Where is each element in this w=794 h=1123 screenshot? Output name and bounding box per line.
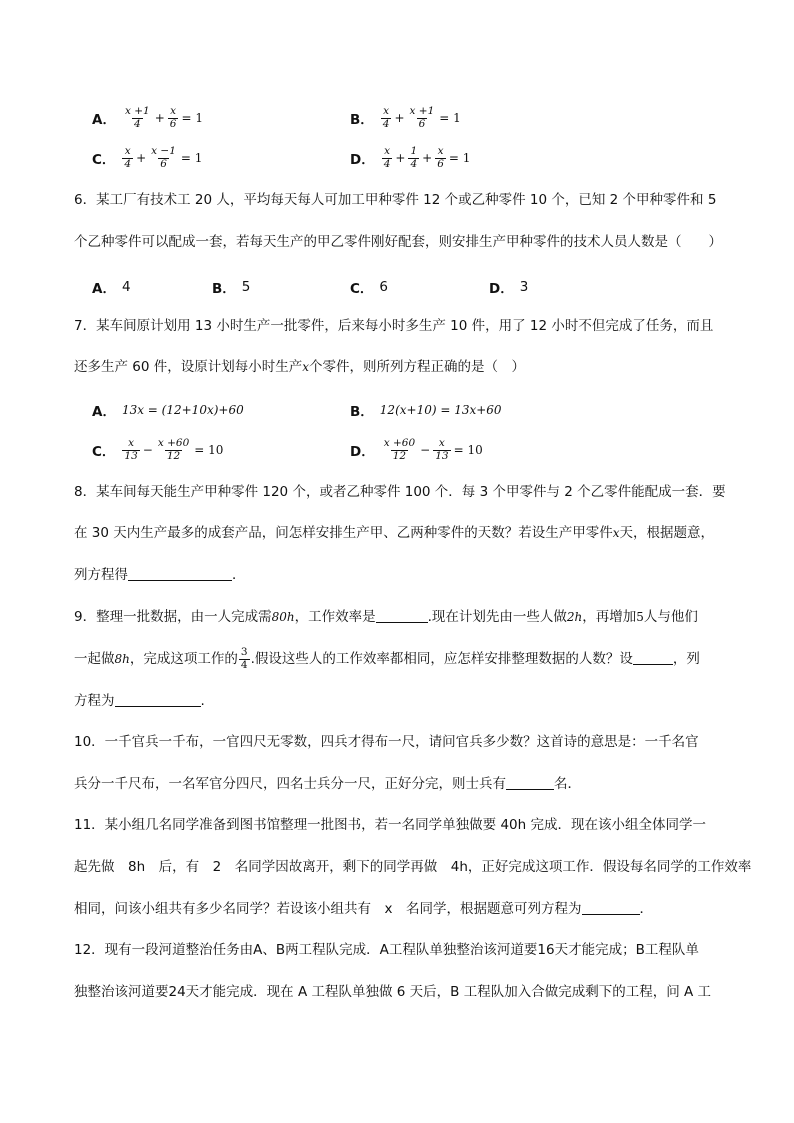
q8-line-3-end: ．	[232, 567, 246, 583]
option-text: 5	[241, 279, 251, 295]
q10-answer-blank[interactable]	[506, 777, 554, 790]
q12-line-1: 12．现有一段河道整治任务由A、B两工程队完成．A工程队单独整治该河道要16天才能完成；B工程队单	[74, 942, 699, 958]
q10-line-1: 10．一千官兵一千布，一官四尺无零数，四兵才得布一尺，请问官兵多少数？这首诗的意思是：一千名官	[74, 734, 699, 750]
option-label: B．	[350, 404, 374, 420]
q5-option-d[interactable]	[350, 146, 472, 170]
q10-text: 名．	[554, 776, 581, 792]
equation: 12(x+10) = 13x+60	[379, 403, 502, 417]
equation: x +60 12 − $\frac{x}{13}$ = 10	[383, 437, 483, 462]
q5-option-a[interactable]	[92, 106, 205, 130]
q9-text: .	[200, 693, 205, 709]
equation: x 4 + $\frac{1}{4}$ + $\frac{x}{6}$ = 1	[383, 145, 471, 170]
option-label: A．	[92, 404, 116, 420]
q9-text: 方程为	[74, 693, 115, 709]
q10-line-2	[74, 777, 734, 792]
q9-variable-blank[interactable]	[633, 652, 673, 665]
q11-line-2: 起先做 8h 后，有 2 名同学因故离开，剩下的同学再做 4h，正好完成这项工作．假设每名同学的工作效率	[74, 859, 752, 875]
q8-line-2-start: 在 30 天内生产最多的成套产品，问怎样安排生产甲、乙两种零件的天数？若设生产甲零件	[74, 525, 613, 541]
equation: x +1 4 + $\frac{x}{6}$ = 1	[124, 105, 203, 130]
option-label: D．	[350, 444, 375, 461]
option-label: D．	[489, 281, 514, 297]
fraction-numerator: 3	[240, 645, 248, 658]
q9-efficiency-blank[interactable]	[376, 610, 428, 623]
q9-equation-blank[interactable]	[115, 694, 201, 707]
q8-line-2-end: 天，根据题意，	[619, 525, 715, 541]
option-text: 6	[379, 279, 389, 295]
option-label: C．	[350, 281, 374, 297]
q12-line-2: 独整治该河道要24天才能完成．现在 A 工程队单独做 6 天后，B 工程队加入合做完成剩下的工程，问 A 工	[74, 984, 712, 1000]
equation: x 4 + $\frac{x -1}{6}$ = 1	[124, 145, 203, 170]
q8-line-3	[74, 568, 734, 583]
math-5: 5	[636, 610, 644, 624]
fraction-denominator: 4	[240, 658, 248, 671]
q10-text: 兵分一千尺布，一名军官分四尺，四名士兵分一尺，正好分完，则士兵有	[74, 776, 506, 792]
q9-line-3	[74, 694, 734, 709]
option-label: C．	[92, 152, 116, 169]
q9-line-1	[74, 610, 734, 625]
q7-line-1: 7．某车间原计划用 13 小时生产一批零件，后来每小时多生产 10 件，用了 12 小时不但完成了任务，而且	[74, 318, 714, 334]
q7-line-2-start: 还多生产 60 件，设原计划每小时生产	[74, 359, 303, 375]
q7-line-2	[74, 361, 734, 375]
option-label: A．	[92, 281, 116, 297]
option-label: C．	[92, 444, 116, 461]
q5-option-b[interactable]	[350, 106, 463, 130]
q11-text: 相同，问该小组共有多少名同学？若设该小组共有 x 名同学，根据题意可列方程为	[74, 901, 582, 917]
equation: x 13 − $\frac{x +60}{12}$ = 10	[124, 437, 224, 462]
q7-option-d[interactable]	[350, 438, 485, 462]
option-label: B．	[350, 112, 374, 129]
q11-answer-blank[interactable]	[582, 902, 640, 915]
q9-text: 9．整理一批数据，由一人完成需	[74, 609, 272, 625]
q7-option-b[interactable]	[350, 400, 502, 420]
q9-text: ，再增加	[582, 609, 637, 625]
q9-text: 一起做	[74, 651, 115, 667]
q9-text: ，工作效率是	[294, 609, 376, 625]
option-text: 4	[121, 279, 131, 295]
equation: 13x = (12+10x)+60	[121, 403, 244, 417]
variable-x: x	[302, 360, 310, 374]
q9-text: ，完成这项工作的	[129, 651, 238, 667]
q7-line-2-end: 个零件，则所列方程正确的是（ ）	[309, 359, 526, 375]
q9-text: .假设这些人的工作效率都相同，应怎样安排整理数据的人数？设	[250, 651, 633, 667]
q6-line-1: 6．某工厂有技术工 20 人，平均每天每人可加工甲种零件 12 个或乙种零件 10 个，已知 2 个甲种零件和 5	[74, 192, 717, 208]
option-text: 3	[519, 279, 529, 295]
q6-line-2: 个乙种零件可以配成一套，若每天生产的甲乙零件刚好配套，则安排生产甲种零件的技术人员人数是（ ）	[74, 234, 722, 250]
option-label: A．	[92, 112, 116, 129]
q8-line-1: 8．某车间每天能生产甲种零件 120 个，或者乙种零件 100 个．每 3 个甲零件与 2 个乙零件能配成一套．要	[74, 484, 726, 500]
q8-line-2	[74, 527, 734, 541]
math-8h: 8h	[114, 652, 130, 666]
q11-line-3	[74, 902, 734, 917]
q7-option-a[interactable]	[92, 400, 244, 420]
math-80h: 80h	[271, 610, 295, 624]
q9-line-2	[74, 646, 734, 672]
q8-answer-blank[interactable]	[128, 568, 232, 581]
equation: x 4 + $\frac{x +1}{6}$ = 1	[382, 105, 461, 130]
fraction-three-quarters	[239, 647, 250, 671]
math-2h: 2h	[566, 610, 583, 624]
option-label: B．	[212, 281, 236, 297]
q9-text: ，列	[672, 651, 700, 667]
q7-option-c[interactable]	[92, 438, 225, 462]
q11-line-1: 11．某小组几名同学准备到图书馆整理一批图书，若一名同学单独做要 40h 完成．现在该小组全体同学一	[74, 817, 706, 833]
q6-option-a[interactable]	[92, 277, 131, 297]
q6-option-d[interactable]	[489, 277, 528, 297]
q5-option-c[interactable]	[92, 146, 204, 170]
q6-option-c[interactable]	[350, 277, 388, 297]
q8-line-3-text: 列方程得	[74, 567, 128, 583]
q9-text: 人与他们	[643, 609, 698, 625]
q6-option-b[interactable]	[212, 277, 250, 297]
q9-text: .现在计划先由一些人做	[427, 609, 567, 625]
variable-x: x	[612, 526, 620, 540]
option-label: D．	[350, 152, 375, 169]
q11-text: ．	[639, 901, 653, 917]
